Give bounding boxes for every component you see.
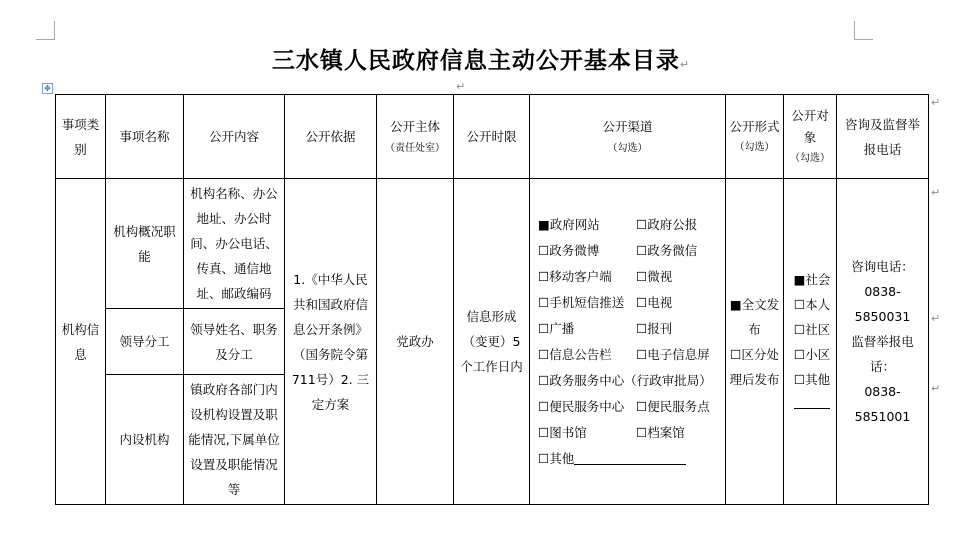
target-option-community[interactable]: ☐社区 [793, 321, 831, 337]
channel-option-service-center[interactable]: ☐政务服务中心（行政审批局） [538, 373, 712, 388]
channel-option-micro-video[interactable]: ☐微视 [636, 269, 673, 284]
item-name-cell: 领导分工 [106, 309, 184, 375]
header-target-label: 公开对象 [791, 107, 829, 145]
header-subject-label: 公开主体 [389, 119, 440, 134]
target-option-self[interactable]: ☐本人 [793, 296, 831, 312]
channel-row [538, 368, 721, 394]
channel-option-newspaper[interactable]: ☐报刊 [636, 321, 673, 336]
channel-row [538, 394, 721, 420]
channel-row [538, 446, 721, 472]
document-title: 三水镇人民政府信息主动公开基本目录↵ [271, 48, 691, 74]
channel-option-wechat[interactable]: ☐政务微信 [636, 243, 698, 258]
channel-row [538, 316, 721, 342]
header-subject-note: （责任处室） [385, 143, 445, 154]
channel-option-convenience-point[interactable]: ☐便民服务点 [636, 399, 710, 414]
row-end-mark-icon: ↵ [931, 186, 941, 199]
channel-option-other[interactable]: ☐其他 [538, 451, 575, 466]
report-phone-label: 监督举报电话： [851, 334, 914, 374]
channel-option-convenience-center[interactable]: ☐便民服务中心 [538, 399, 625, 414]
header-form-label: 公开形式 [729, 118, 780, 134]
item-content-cell: 镇政府各部门内设机构设置及职能情况,下属单位设置及职能情况等 [184, 375, 285, 505]
channel-option-library[interactable]: ☐图书馆 [538, 425, 587, 440]
channel-option-tv[interactable]: ☐电视 [636, 295, 673, 310]
table-move-handle-icon[interactable]: ✥ [42, 83, 53, 94]
consult-phone-label: 咨询电话： [851, 259, 914, 274]
item-name-cell: 机构概况职能 [106, 179, 184, 309]
header-subject [377, 95, 454, 179]
form-option-full-text[interactable]: ■全文发布 [729, 296, 780, 337]
header-target-note: （勾选） [790, 152, 830, 164]
row-end-mark-icon: ↵ [931, 382, 941, 395]
channel-option-radio[interactable]: ☐广播 [538, 321, 575, 336]
channel-options-cell [530, 179, 726, 505]
form-options-cell [726, 179, 784, 505]
channel-option-gov-gazette[interactable]: ☐政府公报 [636, 217, 698, 232]
header-form-note: （勾选） [734, 141, 775, 153]
header-target [784, 95, 837, 179]
channel-row [538, 238, 721, 264]
channel-row [538, 290, 721, 316]
header-form [726, 95, 784, 179]
channel-option-gov-website[interactable]: ■政府网站 [538, 217, 600, 232]
header-basis: 公开依据 [285, 95, 377, 179]
channel-option-sms[interactable]: ☐手机短信推送 [538, 295, 625, 310]
channel-row [538, 264, 721, 290]
header-row [56, 95, 929, 179]
form-option-processed[interactable]: ☐区分处理后发布 [729, 346, 780, 387]
channel-option-mobile-app[interactable]: ☐移动客户端 [538, 269, 612, 284]
header-channel-label: 公开渠道 [602, 119, 653, 134]
target-other-blank[interactable] [791, 392, 833, 417]
item-content-cell: 机构名称、办公地址、办公时间、办公电话、传真、通信地址、邮政编码 [184, 179, 285, 309]
time-limit-cell: 信息形成（变更）5个工作日内 [454, 179, 530, 505]
header-contact: 咨询及监督举报电话 [837, 95, 929, 179]
header-time-limit: 公开时限 [454, 95, 530, 179]
target-option-society[interactable]: ■社会 [793, 271, 831, 287]
basis-cell: 1.《中华人民共和国政府信息公开条例》（国务院令第711号）2. 三定方案 [285, 179, 377, 505]
channel-option-archives[interactable]: ☐档案馆 [636, 425, 685, 440]
contact-cell [837, 179, 929, 505]
target-option-neighborhood[interactable]: ☐小区 [793, 346, 831, 362]
channel-row [538, 420, 721, 446]
page-corner-top-left [36, 21, 55, 40]
target-option-other[interactable]: ☐其他 [793, 371, 831, 387]
header-content: 公开内容 [184, 95, 285, 179]
channel-other-blank[interactable] [574, 452, 686, 465]
target-options-cell [784, 179, 837, 505]
page-corner-top-right [854, 21, 873, 40]
consult-phone-number: 0838-5850031 [854, 284, 911, 324]
catalog-table [55, 94, 929, 505]
item-content-cell: 领导姓名、职务及分工 [184, 309, 285, 375]
header-category: 事项类别 [56, 95, 106, 179]
paragraph-mark-icon: ↵ [456, 80, 466, 93]
channel-option-weibo[interactable]: ☐政务微博 [538, 243, 600, 258]
report-phone-number: 0838-5851001 [854, 384, 911, 424]
subject-cell: 党政办 [377, 179, 454, 505]
channel-option-bulletin-board[interactable]: ☐信息公告栏 [538, 347, 612, 362]
row-end-mark-icon: ↵ [931, 96, 941, 109]
row-end-mark-icon: ↵ [931, 312, 941, 325]
item-name-cell: 内设机构 [106, 375, 184, 505]
channel-row [538, 212, 721, 238]
header-channel-note: （勾选） [607, 143, 648, 154]
channel-option-electronic-screen[interactable]: ☐电子信息屏 [636, 347, 710, 362]
channel-row [538, 342, 721, 368]
header-item-name: 事项名称 [106, 95, 184, 179]
table-row [56, 179, 929, 309]
category-cell: 机构信息 [56, 179, 106, 505]
header-channel [530, 95, 726, 179]
